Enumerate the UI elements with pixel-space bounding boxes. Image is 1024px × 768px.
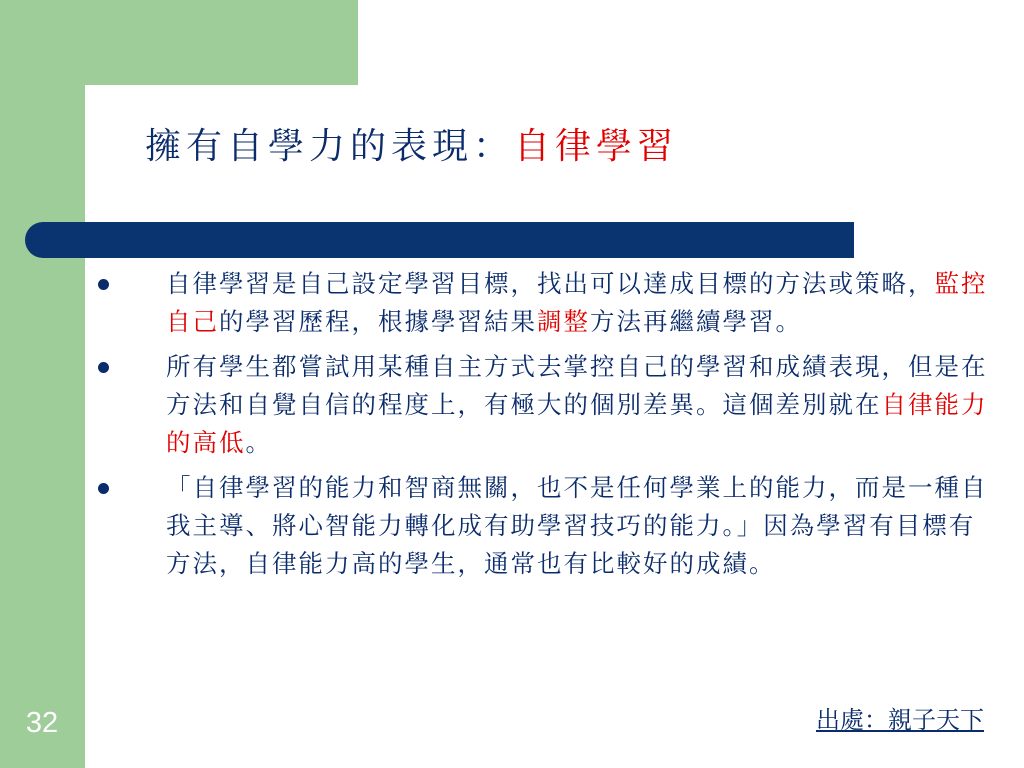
- bullet-item: [98, 265, 993, 341]
- bullet-text: 「自律學習的能力和智商無關，也不是任何學業上的能力，而是一種自我主導、將心智能力轉化成有助學習技巧的能力。」因為學習有目標有方法，自律能力高的學生，通常也有比較好的成績。: [166, 473, 988, 578]
- green-frame-top: [0, 0, 358, 85]
- source-link[interactable]: 出處：親子天下: [816, 706, 984, 734]
- bullet-text: 的學習歷程，根據學習結果: [219, 307, 537, 336]
- green-frame-left: [0, 0, 85, 768]
- bullet-dot-icon: [98, 279, 109, 290]
- bullet-item: [98, 469, 993, 583]
- bullet-text: 所有學生都嘗試用某種自主方式去掌控自己的學習和成績表現，但是在方法和自覺自信的程度上，有極大的個別差異。這個差別就在: [166, 352, 988, 419]
- slide-title: [145, 118, 678, 169]
- page-number: 32: [25, 707, 59, 739]
- bullet-highlight-text: 監控自己: [166, 269, 988, 336]
- title-divider-bar: [25, 222, 854, 258]
- bullet-highlight-text: 自律能力的高低: [166, 390, 988, 457]
- bullet-text: 方法再繼續學習。: [590, 307, 802, 336]
- bullet-highlight-text: 調整: [537, 307, 590, 336]
- bullet-dot-icon: [98, 362, 109, 373]
- bullet-list: [98, 265, 993, 590]
- bullet-text: 。: [245, 428, 272, 457]
- slide-title-accent: 自律學習: [514, 126, 679, 167]
- bullet-dot-icon: [98, 483, 109, 494]
- bullet-item: [98, 348, 993, 462]
- bullet-text: 自律學習是自己設定學習目標，找出可以達成目標的方法或策略，: [166, 269, 935, 298]
- slide-title-prefix: 擁有自學力的表現：: [145, 126, 515, 167]
